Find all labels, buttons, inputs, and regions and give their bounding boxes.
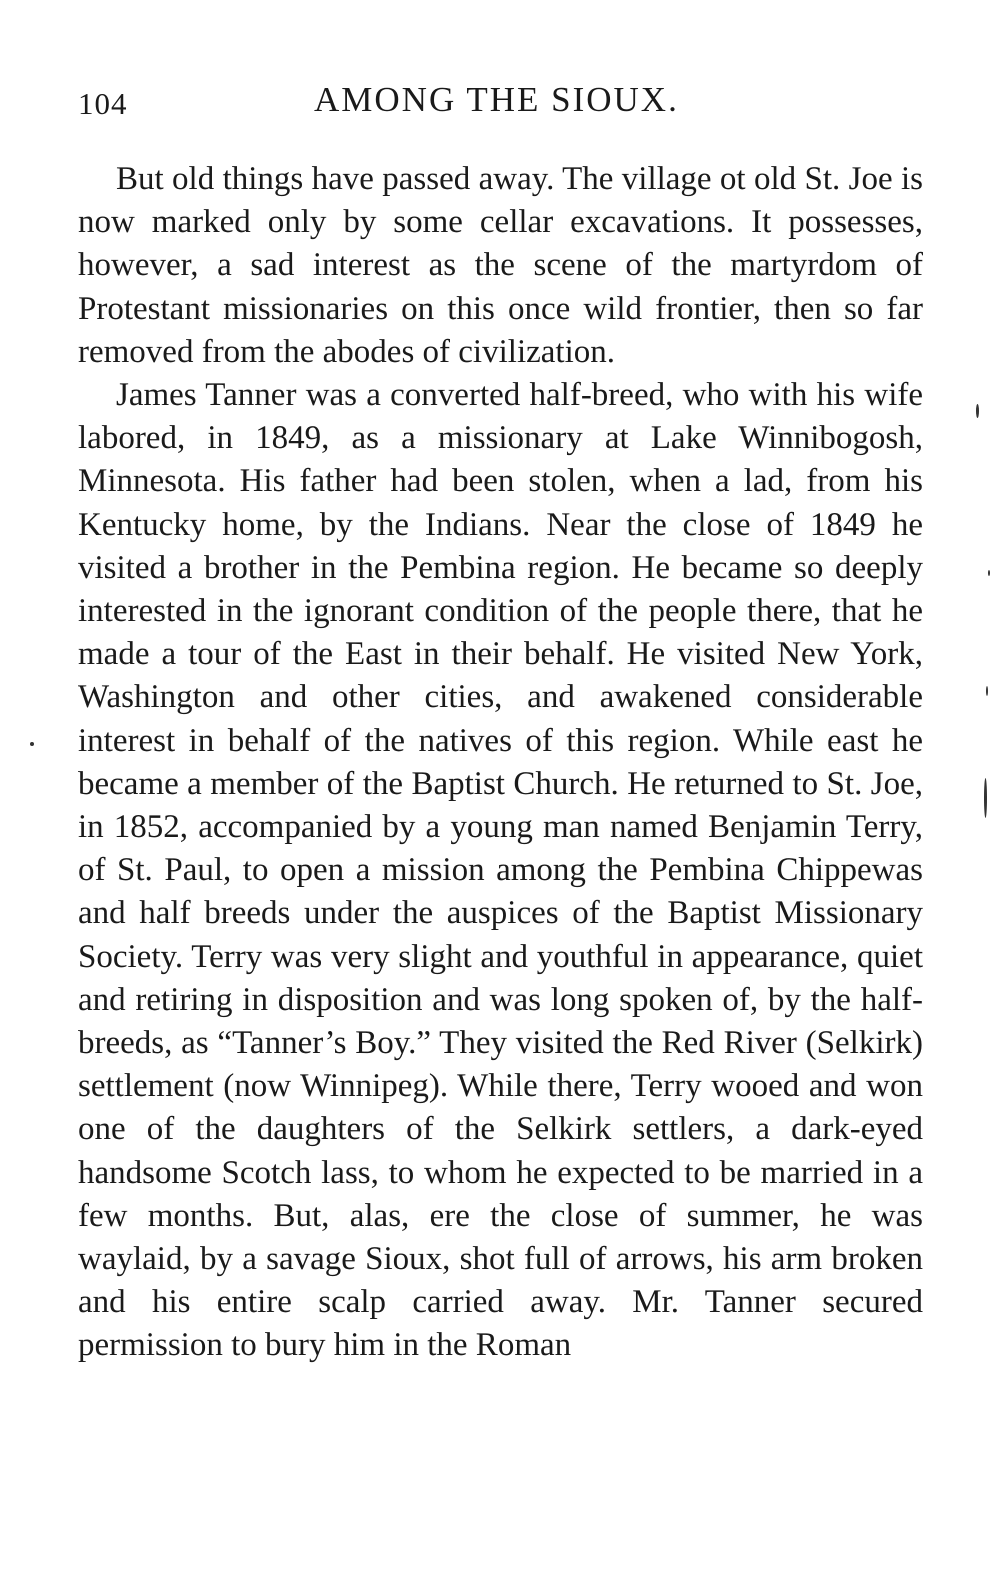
scan-speck xyxy=(988,570,990,576)
paragraph-1: But old things have passed away. The village ot old St. Joe is now marked only by some cellar excavations. It possesses, however, a sad interest as the scene of the martyrdom of Protestant missionaries on this once wild frontier, then so far removed from the abodes of civilization. xyxy=(78,161,923,370)
scan-speck xyxy=(976,404,979,418)
running-head xyxy=(78,78,928,128)
paragraph-2: James Tanner was a converted half-breed, who with his wife labored, in 1849, as a missionary at Lake Winnibogosh, Minnesota. His father had been stolen, when a lad, from his Kentucky home, by the Indians. Near the close of 1849 he visited a brother in the Pembina region. He became so deeply interested in the ignorant condition of the people there, that he made a tour of the East in their behalf. He visited New York, Washington and other cities, and awakened considerable interest in behalf of the natives of this region. While east he became a member of the Baptist Church. He returned to St. Joe, in 1852, accompanied by a young man named Benjamin Terry, of St. Paul, to open a mission among the Pembina Chippewas and half breeds under the auspices of the Baptist Missionary Society. Terry was very slight and youthful in appearance, quiet and retiring in disposition and was long spoken of, by the half-breeds, as “Tanner’s Boy.” They visited the Red River (Selkirk) settlement (now Winnipeg). While there, Terry wooed and won one of the daughters of the Selkirk settlers, a dark-eyed handsome Scotch lass, to whom he expected to be married in a few months. But, alas, ere the close of summer, he was waylaid, by a savage Sioux, shot full of arrows, his arm broken and his entire scalp carried away. Mr. Tanner secured permission to bury him in the Roman xyxy=(78,377,923,1364)
scan-speck xyxy=(986,686,988,696)
scan-speck xyxy=(984,778,987,818)
body-text xyxy=(78,158,923,1368)
running-title: AMONG THE SIOUX. xyxy=(314,80,679,119)
page-number: 104 xyxy=(78,86,128,121)
scan-speck xyxy=(30,742,34,746)
